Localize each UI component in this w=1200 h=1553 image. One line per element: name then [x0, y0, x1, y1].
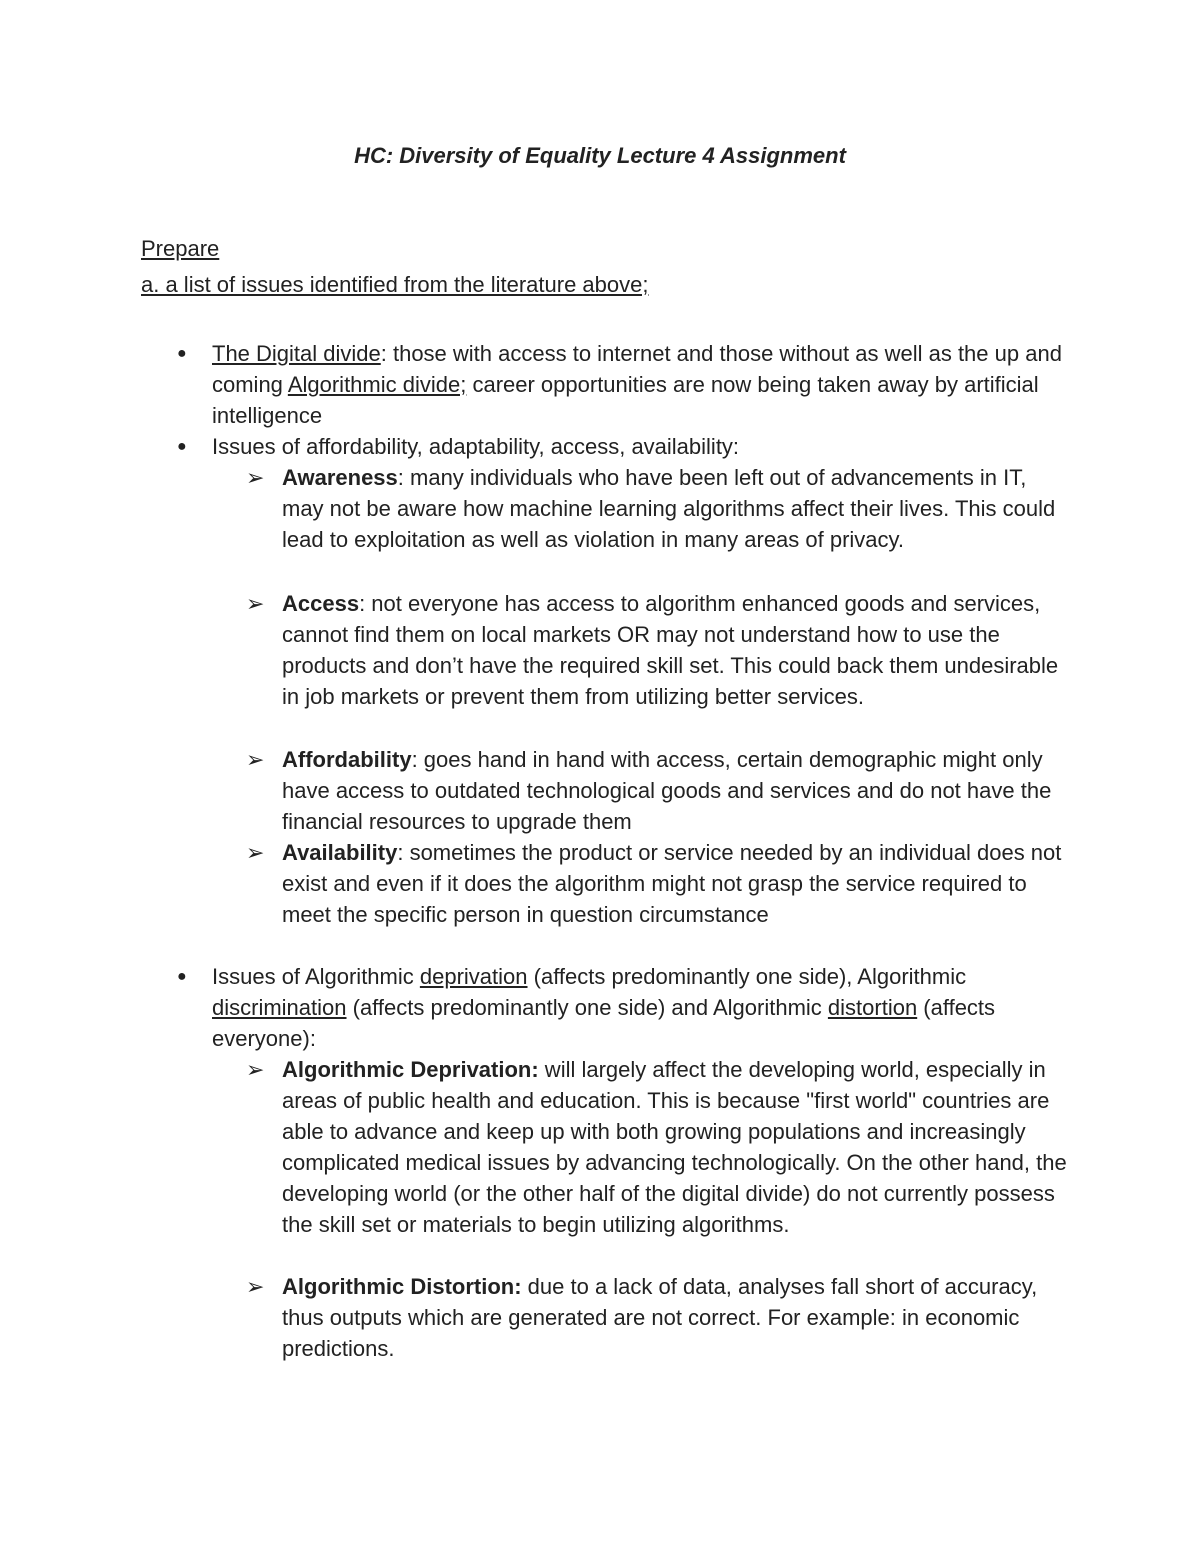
list-item-issues: Issues of affordability, adaptability, access, availability: [212, 434, 740, 459]
subitem-text: : many individuals who have been left out of advancements in IT, may not be aware how machine learning algorithms affect their lives. This could lead to exploitation as well as violation in many areas of privacy. [282, 465, 1056, 552]
digital-divide-term: The Digital divide [212, 341, 381, 366]
subitem-access [282, 588, 1072, 712]
subitem-text: : goes hand in hand with access, certain demographic might only have access to outdated technological goods and services and do not have the financial resources to upgrade them [282, 747, 1052, 834]
algorithmic-divide-text: career opportunities are now being taken away by artificial intelligence [212, 372, 1039, 428]
prepare-heading: Prepare [141, 236, 220, 261]
document-title: HC: Diversity of Equality Lecture 4 Assignment [354, 143, 846, 168]
subitem-text: will largely affect the developing world, especially in areas of public health and education. This is because "first world" countries are able to advance and keep up with both growing populations and increasingly complicated medical issues by advancing technologically. On the other hand, the developing world (or the other half of the digital divide) do not currently possess the skill set or materials to begin utilizing algorithms. [282, 1057, 1067, 1237]
subitem-algorithmic-distortion [282, 1271, 1072, 1364]
arrow-icon: ➢ [246, 840, 265, 865]
distortion-term: distortion [827, 995, 918, 1020]
algorithmic-divide-term: Algorithmic divide; [287, 372, 467, 397]
subitem-label: Affordability [282, 747, 412, 772]
subitem-label: Algorithmic Deprivation: [282, 1057, 539, 1082]
arrow-icon: ➢ [246, 1274, 265, 1299]
discrimination-term: discrimination [212, 995, 347, 1020]
digital-divide-text: : those with access to internet and those without as well as the up and coming [212, 341, 1062, 397]
subitem-label: Availability [282, 840, 398, 865]
bullet-icon: ● [177, 438, 187, 455]
arrow-icon: ➢ [246, 747, 265, 772]
subitem-awareness [282, 462, 1072, 555]
subitem-label: Algorithmic Distortion: [282, 1274, 522, 1299]
subitem-text: : sometimes the product or service needed by an individual does not exist and even if it does the algorithm might not grasp the service required to meet the specific person in question circumstance [282, 840, 1062, 927]
arrow-icon: ➢ [246, 465, 265, 490]
list-item-algorithmic-issues [212, 961, 1072, 1054]
arrow-icon: ➢ [246, 1057, 265, 1082]
bullet-icon: ● [177, 345, 187, 362]
issues-subheading: a. a list of issues identified from the literature above; [141, 272, 649, 297]
algorithmic-issues-text: (affects everyone): [212, 995, 996, 1051]
algorithmic-issues-text: (affects predominantly one side) and Algorithmic [346, 995, 828, 1020]
subitem-label: Awareness [282, 465, 398, 490]
subitem-text: due to a lack of data, analyses fall short of accuracy, thus outputs which are generated are not correct. For example: in economic predictions. [282, 1274, 1038, 1361]
subitem-algorithmic-deprivation [282, 1054, 1072, 1240]
algorithmic-issues-text: Issues of Algorithmic [212, 964, 420, 989]
subitem-text: : not everyone has access to algorithm enhanced goods and services, cannot find them on local markets OR may not understand how to use the products and don’t have the required skill set. This could back them undesirable in job markets or prevent them from utilizing better services. [282, 591, 1059, 709]
list-item-digital-divide [212, 338, 1072, 431]
subitem-affordability [282, 744, 1072, 837]
subitem-availability [282, 837, 1072, 930]
bullet-icon: ● [177, 968, 187, 985]
arrow-icon: ➢ [246, 591, 265, 616]
algorithmic-issues-text: (affects predominantly one side), Algorithmic [527, 964, 967, 989]
deprivation-term: deprivation [419, 964, 528, 989]
subitem-label: Access [282, 591, 360, 616]
